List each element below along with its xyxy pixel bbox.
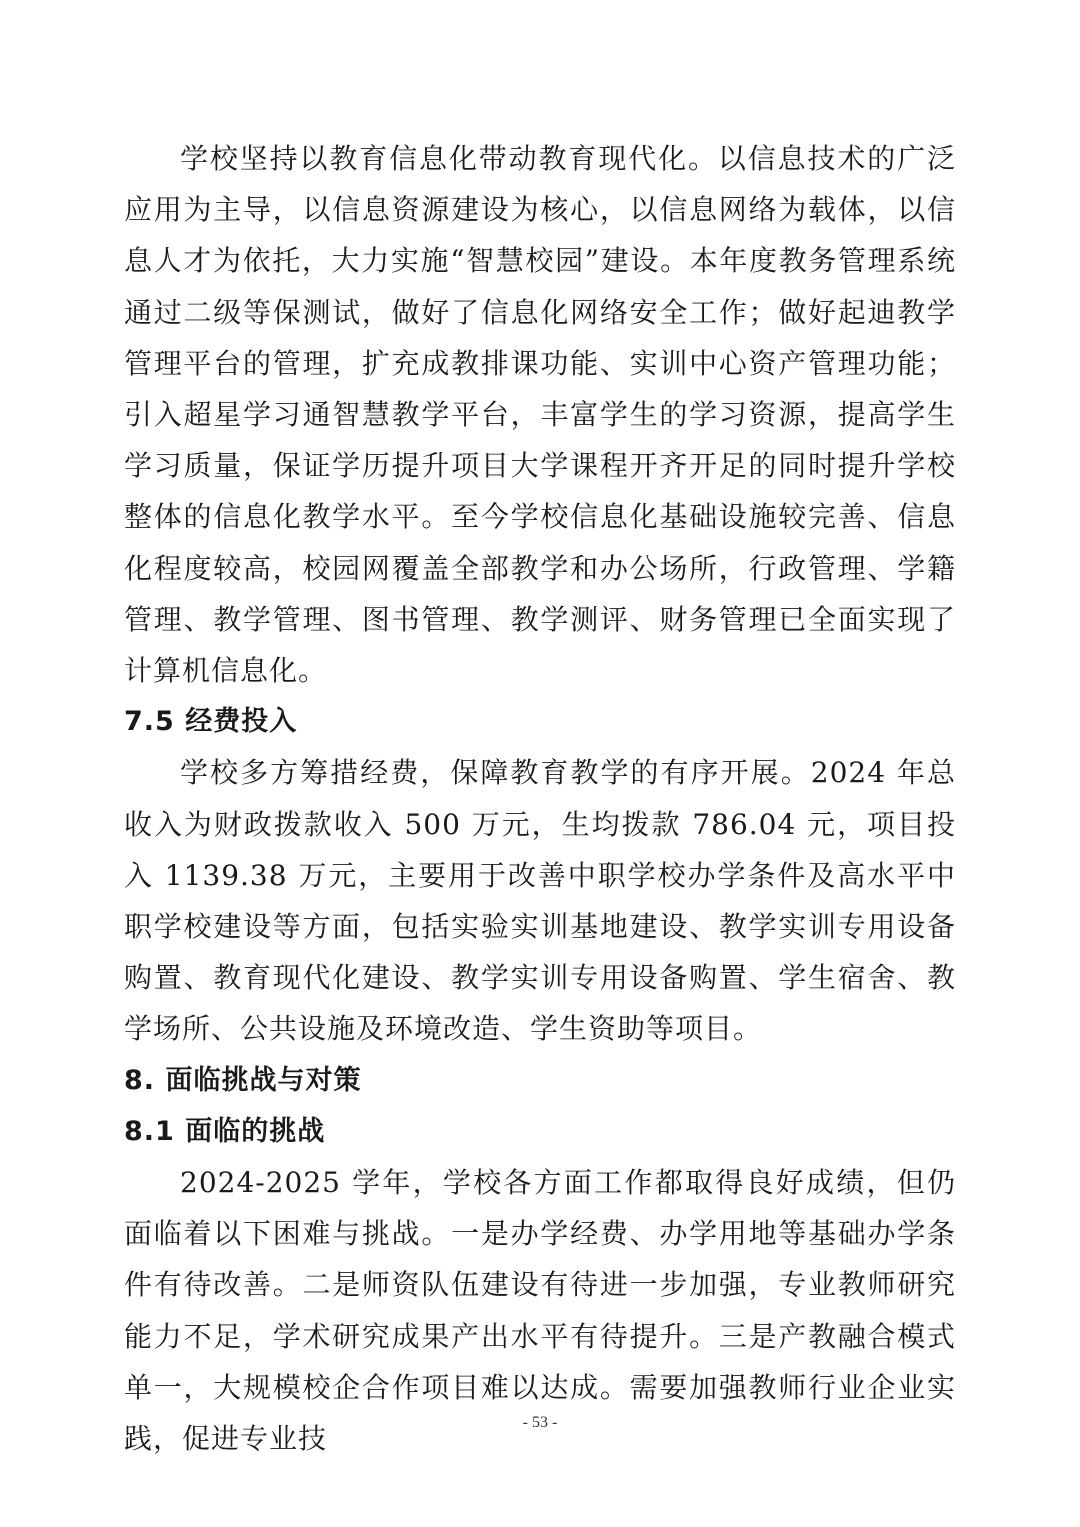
paragraph-funding: 学校多方筹措经费，保障教育教学的有序开展。2024 年总收入为财政拨款收入 500 万元，生均拨款 786.04 元，项目投入 1139.38 万元，主要用于改善中职学校办学条件及高水平中职学校建设等方面，包括实验实训基地建设、教学实训专用设备购置、教育现代化建设、教学实训专用设备购置、学生宿舍、教学场所、公共设施及环境改造、学生资助等项目。 [124,756,956,1046]
page-content [124,133,956,1464]
section-heading-7-5: 7.5 经费投入 [124,706,298,738]
page-number: - 53 - [522,1414,558,1431]
paragraph-challenges: 2024-2025 学年，学校各方面工作都取得良好成绩，但仍面临着以下困难与挑战。一是办学经费、办学用地等基础办学条件有待改善。二是师资队伍建设有待进一步加强，专业教师研究能力不足，学术研究成果产出水平有待提升。三是产教融合模式单一，大规模校企合作项目难以达成。需要加强教师行业企业实践，促进专业技 [124,1166,956,1456]
section-heading-8: 8. 面临挑战与对策 [124,1064,362,1096]
section-heading-8-1: 8.1 面临的挑战 [124,1115,326,1147]
paragraph-informatization: 学校坚持以教育信息化带动教育现代化。以信息技术的广泛应用为主导，以信息资源建设为核心，以信息网络为载体，以信息人才为依托，大力实施“智慧校园”建设。本年度教务管理系统通过二级等保测试，做好了信息化网络安全工作；做好起迪教学管理平台的管理，扩充成教排课功能、实训中心资产管理功能；引入超星学习通智慧教学平台，丰富学生的学习资源，提高学生学习质量，保证学历提升项目大学课程开齐开足的同时提升学校整体的信息化教学水平。至今学校信息化基础设施较完善、信息化程度较高，校园网覆盖全部教学和办公场所，行政管理、学籍管理、教学管理、图书管理、教学测评、财务管理已全面实现了计算机信息化。 [124,142,956,688]
